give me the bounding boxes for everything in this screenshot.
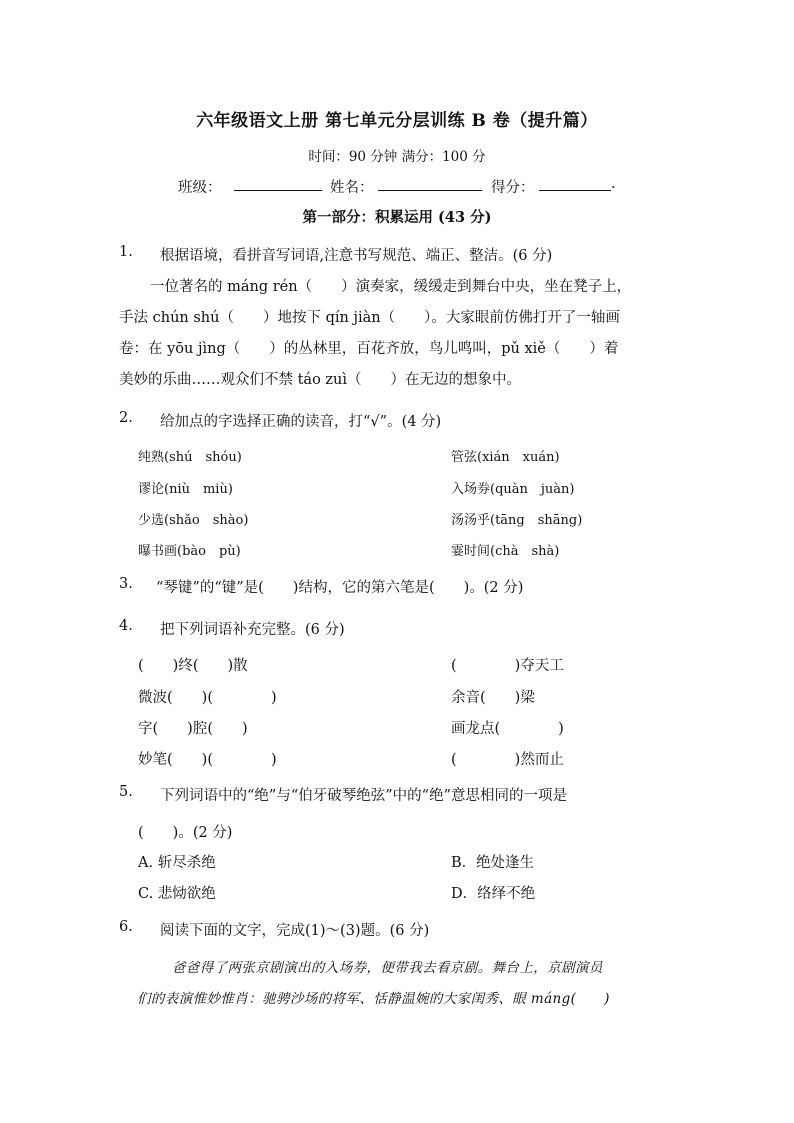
q1-prompt: 根据语境，看拼音写词语,注意书写规范、端正、整洁。(6 分) [160,248,553,264]
q4-prompt: 把下列词语补充完整。(6 分) [160,622,345,638]
q4-item-left-2: 微波( )( ) [138,690,277,706]
name-label: 姓名： [330,180,374,196]
q5-option-c[interactable]: C. 悲恸欲绝 [138,886,216,902]
q5-number: 5. [119,784,133,800]
q1-line-4: 美妙的乐曲……观众们不禁 táo zuì（ ）在无边的想象中。 [119,372,522,388]
q6-passage-line-1: 爸爸得了两张京剧演出的入场券，便带我去看京剧。舞台上，京剧演员 [158,960,603,976]
q5-option-a[interactable]: A. 斩尽杀绝 [138,855,216,871]
exam-time-score: 时间：90 分钟 满分：100 分 [308,149,486,165]
q1-line-3: 卷：在 yōu jìng（ ）的丛林里，百花齐放，鸟儿鸣叫，pǔ xiě（ ）着 [119,341,619,357]
q4-number: 4. [119,618,133,634]
q5-option-b[interactable]: B．绝处逢生 [451,855,535,871]
q6-passage-line-2: 们的表演惟妙惟肖：驰骋沙场的将军、恬静温婉的大家闺秀、眼 máng( ) [137,991,610,1007]
q6-prompt: 阅读下面的文字，完成(1)～(3)题。(6 分) [160,923,430,939]
q2-item-right-3: 汤汤乎(tāng shāng) [451,513,583,528]
q2-item-right-4: 霎时间(chà shà) [451,544,560,559]
q5-prompt: 下列词语中的“绝”与“伯牙破琴绝弦”中的“绝”意思相同的一项是 [160,788,567,804]
q2-item-left-1: 纯熟(shú shóu) [138,450,242,465]
q4-item-left-1: ( )终( )散 [138,658,248,674]
class-field[interactable] [234,176,322,195]
part-one-heading: 第一部分：积累运用 (43 分) [302,209,492,226]
score-label: 得分： [491,180,535,196]
class-label: 班级： [178,180,222,196]
q2-item-right-1: 管弦(xián xuán) [451,450,560,465]
q2-number: 2. [119,410,133,426]
q1-line-1: 一位著名的 máng rén（ ）演奏家，缓缓走到舞台中央，坐在凳子上， [150,279,632,295]
q2-item-right-2: 入场券(quàn juàn) [451,482,575,497]
q1-line-2: 手法 chún shú（ ）地按下 qín jiàn（ ）。大家眼前仿佛打开了一轴画 [119,310,620,326]
q5-prompt-cont: ( )。(2 分) [138,825,233,841]
q3-prompt: “琴键”的“键”是( )结构，它的第六笔是( )。(2 分) [156,580,524,596]
trailing-dot: . [611,176,616,192]
page-title: 六年级语文上册 第七单元分层训练 B 卷（提升篇） [196,111,598,131]
q4-item-right-3: 画龙点( ) [451,721,564,737]
q2-item-left-2: 谬论(niù miù) [138,482,233,497]
q3-number: 3. [119,576,133,592]
q1-number: 1. [119,244,133,260]
q4-item-right-2: 余音( )梁 [451,690,535,706]
q4-item-right-4: ( )然而止 [451,752,564,768]
q4-item-right-1: ( )夺天工 [451,658,564,674]
q2-item-left-4: 曝书画(bào pù) [138,544,241,559]
q2-item-left-3: 少选(shǎo shào) [138,513,249,528]
name-field[interactable] [378,176,482,195]
q5-option-d[interactable]: D．络绎不绝 [451,886,536,902]
q6-number: 6. [119,919,133,935]
score-field[interactable] [539,176,611,195]
q4-item-left-3: 字( )腔( ) [138,721,248,737]
q4-item-left-4: 妙笔( )( ) [138,752,277,768]
q2-prompt: 给加点的字选择正确的读音，打“√”。(4 分) [160,414,442,430]
